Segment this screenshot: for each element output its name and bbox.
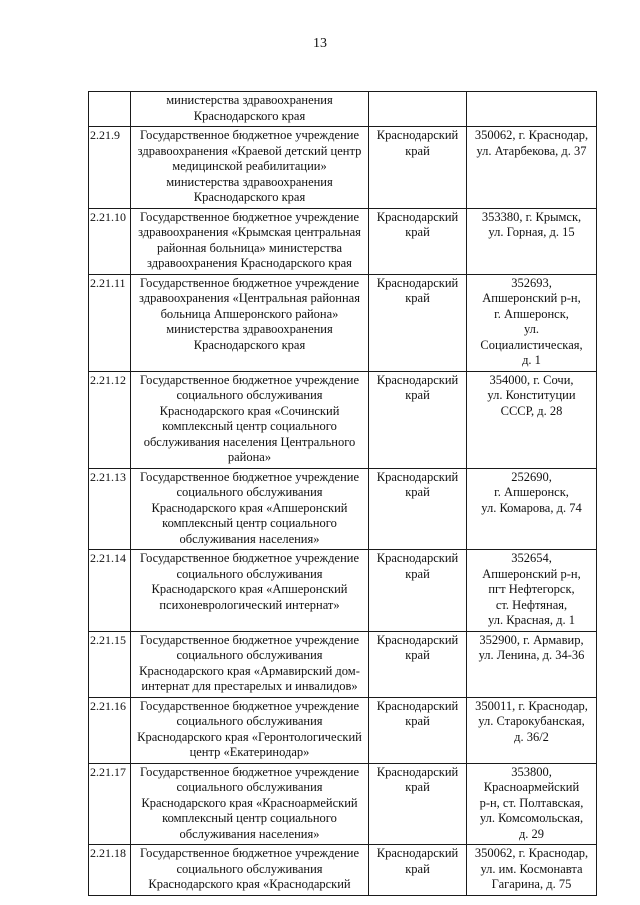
region-line: Краснодарский xyxy=(376,209,459,224)
region-line: край xyxy=(405,861,430,876)
address-cell xyxy=(467,550,597,632)
address-line: ул. Конституции xyxy=(487,388,576,402)
institution-name-line: социального обслуживания xyxy=(176,780,323,794)
region-line: Краснодарский xyxy=(376,764,459,779)
table-row xyxy=(89,468,597,550)
institution-name-line: районная больница» министерства xyxy=(157,240,342,255)
institution-name-line: Государственное бюджетное учреждение xyxy=(139,764,359,779)
institution-name-line: социального обслуживания xyxy=(176,566,323,581)
institution-name-line: обслуживания населения» xyxy=(179,826,320,841)
address-cell xyxy=(467,763,597,845)
region-line: край xyxy=(405,291,430,305)
institution-name-line: Государственное бюджетное учреждение xyxy=(139,372,359,387)
institution-name-line: Государственное бюджетное учреждение xyxy=(139,275,359,290)
region-line: Краснодарский xyxy=(376,632,459,647)
region-line: Краснодарский xyxy=(376,372,459,387)
address-cell xyxy=(467,845,597,896)
institution-name-cell xyxy=(131,92,369,127)
region-line: край xyxy=(405,780,430,794)
address-line: 352654, xyxy=(511,551,552,565)
row-number-cell: 2.21.14 xyxy=(89,550,131,632)
institution-name-line: медицинской реабилитации» xyxy=(172,159,327,173)
institution-name-line: Краснодарского края «Сочинский xyxy=(159,403,340,418)
institution-name-line: Краснодарского края xyxy=(193,108,306,123)
region-line: край xyxy=(405,388,430,402)
address-line: 352693, xyxy=(511,275,552,290)
table-row xyxy=(89,127,597,209)
region-cell xyxy=(369,631,467,697)
address-line: 350062, г. Краснодар, xyxy=(474,846,589,860)
address-line: ул. им. Космонавта xyxy=(480,861,583,876)
address-line: 352900, г. Армавир, xyxy=(479,632,584,647)
row-number-cell: 2.21.16 xyxy=(89,697,131,763)
institution-name-line: Государственное бюджетное учреждение xyxy=(139,209,359,224)
institution-name-line: района» xyxy=(227,450,272,464)
institution-name-line: комплексный центр социального xyxy=(162,811,337,825)
address-line: ул. Старокубанская, xyxy=(478,714,585,728)
row-number-cell xyxy=(89,92,131,127)
address-line: ул. xyxy=(523,322,540,336)
region-line: край xyxy=(405,485,430,499)
institution-name-line: социального обслуживания xyxy=(176,648,323,662)
institution-name-line: Краснодарского края xyxy=(193,337,306,352)
address-line: Апшеронский р-н, xyxy=(482,291,581,305)
address-line: 350062, г. Краснодар, xyxy=(474,128,589,142)
institution-name-line: социального обслуживания xyxy=(176,485,323,499)
region-line: Краснодарский xyxy=(376,469,459,484)
address-line: 350011, г. Краснодар, xyxy=(475,698,588,713)
region-line: край xyxy=(405,143,430,158)
address-line: 353380, г. Крымск, xyxy=(481,209,582,224)
address-cell xyxy=(467,631,597,697)
institution-name-line: здравоохранения «Центральная районная xyxy=(139,291,360,305)
table-row xyxy=(89,631,597,697)
address-line: 252690, xyxy=(511,469,552,484)
institution-name-line: социального обслуживания xyxy=(176,388,323,402)
table-body xyxy=(89,92,597,896)
row-number-cell: 2.21.18 xyxy=(89,845,131,896)
region-line: край xyxy=(405,714,430,728)
region-line: Краснодарский xyxy=(376,846,459,860)
region-cell xyxy=(369,697,467,763)
region-cell xyxy=(369,92,467,127)
institution-name-cell xyxy=(131,845,369,896)
table-row xyxy=(89,92,597,127)
row-number-cell: 2.21.12 xyxy=(89,371,131,468)
address-line: пгт Нефтегорск, xyxy=(488,582,575,596)
row-number-cell: 2.21.13 xyxy=(89,468,131,550)
address-cell xyxy=(467,697,597,763)
table-row xyxy=(89,845,597,896)
address-line: р-н, ст. Полтавская, xyxy=(479,795,584,810)
page-number: 13 xyxy=(313,36,327,51)
row-number-cell: 2.21.10 xyxy=(89,208,131,274)
institution-name-line: Государственное бюджетное учреждение xyxy=(139,698,359,713)
institution-name-line: центр «Екатеринодар» xyxy=(189,745,310,759)
institution-name-line: министерства здравоохранения xyxy=(166,174,333,189)
institution-name-line: Государственное бюджетное учреждение xyxy=(139,551,359,565)
table-row xyxy=(89,208,597,274)
institution-name-line: интернат для престарелых и инвалидов» xyxy=(141,679,358,693)
institution-name-cell xyxy=(131,763,369,845)
region-cell xyxy=(369,468,467,550)
region-line: Краснодарский xyxy=(376,698,459,713)
institution-name-cell xyxy=(131,127,369,209)
region-cell xyxy=(369,127,467,209)
address-line: д. 1 xyxy=(522,353,541,367)
region-cell xyxy=(369,208,467,274)
institution-name-line: Краснодарского края «Апшеронский xyxy=(151,500,348,515)
address-cell xyxy=(467,371,597,468)
institution-name-line: больница Апшеронского района» xyxy=(160,306,339,321)
institution-name-line: комплексный центр социального xyxy=(162,419,337,433)
institution-name-cell xyxy=(131,208,369,274)
region-line: край xyxy=(405,225,430,239)
address-cell xyxy=(467,468,597,550)
region-line: Краснодарский xyxy=(376,128,459,142)
institution-name-cell xyxy=(131,631,369,697)
institution-name-cell xyxy=(131,468,369,550)
address-line: ст. Нефтяная, xyxy=(495,597,568,612)
table-row xyxy=(89,274,597,371)
institutions-table xyxy=(88,91,597,896)
institution-name-cell xyxy=(131,550,369,632)
address-line: г. Апшеронск, xyxy=(494,485,569,499)
institution-name-line: Государственное бюджетное учреждение xyxy=(139,128,359,142)
table-row xyxy=(89,697,597,763)
address-cell xyxy=(467,274,597,371)
address-line: ул. Комарова, д. 74 xyxy=(481,500,582,515)
address-line: Социалистическая, xyxy=(480,337,583,352)
address-cell xyxy=(467,92,597,127)
institution-name-line: Краснодарского края «Геронтологический xyxy=(137,729,362,744)
region-line: край xyxy=(405,648,430,662)
institution-name-line: Государственное бюджетное учреждение xyxy=(139,469,359,484)
institution-name-line: социального обслуживания xyxy=(176,714,323,728)
address-line: ул. Красная, д. 1 xyxy=(488,613,575,627)
address-line: СССР, д. 28 xyxy=(500,403,563,418)
institution-name-cell xyxy=(131,274,369,371)
region-cell xyxy=(369,550,467,632)
address-cell xyxy=(467,208,597,274)
institution-name-line: Краснодарского края «Армавирский дом- xyxy=(139,663,360,678)
address-line: д. 36/2 xyxy=(514,729,549,744)
row-number-cell: 2.21.17 xyxy=(89,763,131,845)
address-line: Гагарина, д. 75 xyxy=(491,877,572,891)
institution-name-line: обслуживания населения» xyxy=(179,531,320,546)
row-number-cell: 2.21.15 xyxy=(89,631,131,697)
institution-name-line: комплексный центр социального xyxy=(162,516,337,530)
row-number-cell: 2.21.9 xyxy=(89,127,131,209)
address-line: 354000, г. Сочи, xyxy=(489,372,574,387)
address-line: ул. Ленина, д. 34-36 xyxy=(478,648,585,662)
institution-name-line: Краснодарского края xyxy=(193,190,306,204)
region-cell xyxy=(369,371,467,468)
institution-name-line: Краснодарского края «Краснодарский xyxy=(148,877,351,891)
address-line: ул. Атарбекова, д. 37 xyxy=(476,143,587,158)
table-row xyxy=(89,550,597,632)
institution-name-line: здравоохранения Краснодарского края xyxy=(147,256,352,270)
institution-name-line: обслуживания населения Центрального xyxy=(143,434,356,449)
address-line: 353800, xyxy=(511,764,552,779)
address-line: д. 29 xyxy=(518,826,545,841)
institution-name-line: министерства здравоохранения xyxy=(166,93,333,107)
institution-name-line: социального обслуживания xyxy=(176,861,323,876)
institution-name-line: здравоохранения «Крымская центральная xyxy=(138,225,361,239)
address-line: Красноармейский xyxy=(483,780,580,794)
institution-name-line: психоневрологический интернат» xyxy=(159,597,340,612)
address-line: Апшеронский р-н, xyxy=(482,566,581,581)
table-row xyxy=(89,763,597,845)
institution-name-line: Краснодарского края «Апшеронский xyxy=(151,582,348,596)
region-line: Краснодарский xyxy=(376,275,459,290)
row-number-cell: 2.21.11 xyxy=(89,274,131,371)
address-line: ул. Комсомольская, xyxy=(479,811,584,825)
region-line: край xyxy=(405,566,430,581)
institution-name-cell xyxy=(131,371,369,468)
institution-name-line: Краснодарского края «Красноармейский xyxy=(141,795,358,810)
region-cell xyxy=(369,274,467,371)
address-line: г. Апшеронск, xyxy=(494,306,569,321)
institution-name-line: министерства здравоохранения xyxy=(166,322,333,336)
table-row xyxy=(89,371,597,468)
address-line: ул. Горная, д. 15 xyxy=(488,225,575,239)
region-line: Краснодарский xyxy=(376,551,459,565)
institution-name-line: здравоохранения «Краевой детский центр xyxy=(137,143,362,158)
region-cell xyxy=(369,763,467,845)
institution-name-cell xyxy=(131,697,369,763)
institution-name-line: Государственное бюджетное учреждение xyxy=(139,632,359,647)
address-cell xyxy=(467,127,597,209)
institution-name-line: Государственное бюджетное учреждение xyxy=(139,846,359,860)
region-cell xyxy=(369,845,467,896)
